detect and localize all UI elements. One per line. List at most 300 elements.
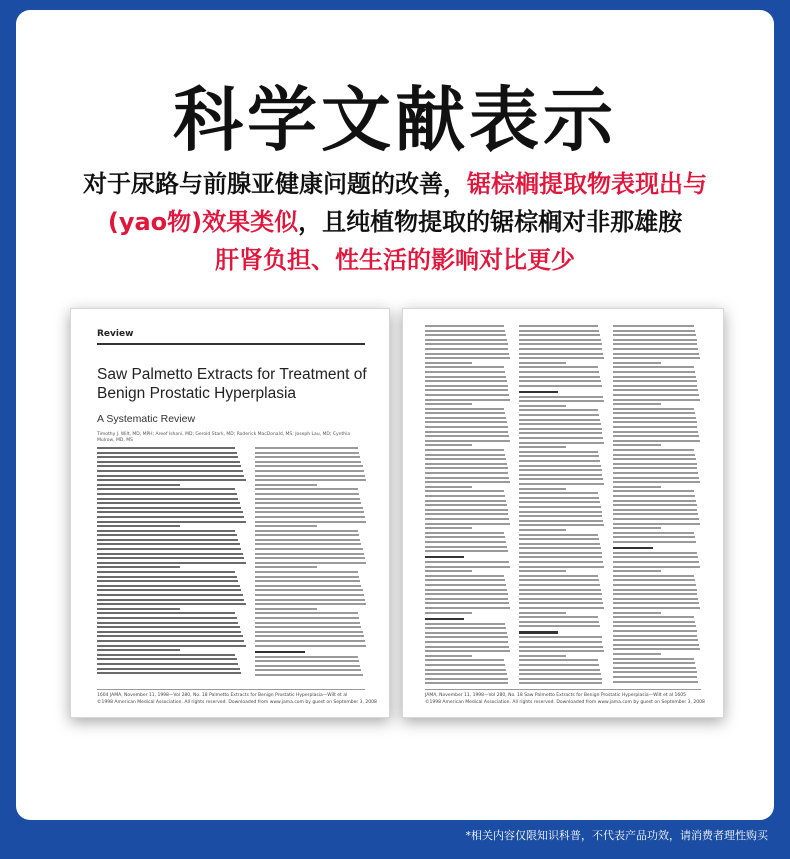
- text-line: [255, 612, 358, 614]
- text-line: [519, 432, 602, 434]
- text-line: [613, 440, 700, 442]
- text-line: [519, 348, 602, 350]
- text-line: [425, 417, 506, 419]
- text-line: [425, 440, 510, 442]
- text-line: [613, 467, 697, 469]
- text-line: [613, 334, 696, 336]
- text-line: [425, 646, 509, 648]
- text-line: [613, 602, 699, 604]
- text-line: [613, 607, 700, 609]
- text-line: [613, 644, 699, 646]
- text-line: [613, 343, 697, 345]
- text-line: [613, 412, 695, 414]
- text-line: [613, 556, 698, 558]
- text-line: [425, 362, 472, 364]
- disclaimer-note: *相关内容仅限知识科普，不代表产品功效，请消费者理性购买: [465, 829, 768, 842]
- text-line: [613, 681, 698, 683]
- text-line: [425, 481, 510, 483]
- text-line: [425, 669, 506, 671]
- text-line: [425, 550, 508, 552]
- text-line: [519, 534, 598, 536]
- text-line: [613, 541, 696, 543]
- text-line: [425, 612, 472, 614]
- source-citation: *文献资料出自《美国医学会杂志》1938年11月11日第280卷第18期: [125, 774, 665, 794]
- page-title: 科学文献表示: [173, 79, 617, 161]
- text-line: [613, 348, 698, 350]
- text-line: [97, 511, 243, 513]
- text-line: [519, 589, 601, 591]
- text-line: [613, 477, 699, 479]
- paper-subtitle: A Systematic Review: [97, 413, 196, 425]
- text-line: [97, 461, 240, 463]
- text-line: [97, 571, 235, 573]
- text-line: [425, 435, 509, 437]
- paper-page-footer: JAMA, November 11, 1998—Vol 280, No. 18 Saw Palmetto Extracts for Benign Prostatic Hyperplasia—Wilt et al 1605: [425, 693, 686, 698]
- text-line: [425, 343, 508, 345]
- paper-column-3: [613, 325, 701, 685]
- text-line: [613, 408, 694, 410]
- text-line: [97, 534, 237, 536]
- text-line: [519, 469, 602, 471]
- text-line: [519, 506, 601, 508]
- text-line: [519, 330, 599, 332]
- text-line: [519, 625, 600, 627]
- text-line: [255, 562, 366, 564]
- text-line: [255, 640, 365, 642]
- claim-line-3: [0, 244, 790, 276]
- text-line: [519, 575, 598, 577]
- text-line: [97, 585, 240, 587]
- text-line: [425, 472, 508, 474]
- text-line: [519, 483, 604, 485]
- text-line: [425, 454, 505, 456]
- text-line: [519, 664, 599, 666]
- text-line: [255, 617, 359, 619]
- text-line: [519, 371, 599, 373]
- text-line: [425, 598, 508, 600]
- paper-download-note: ©1998 American Medical Association. All rights reserved. Downloaded from www.jama.com by guest on September 3, 2008: [97, 700, 377, 705]
- text-line: [425, 513, 508, 515]
- text-line: [255, 656, 358, 658]
- text-line: [425, 518, 509, 520]
- text-line: [613, 458, 696, 460]
- text-line: [255, 557, 365, 559]
- text-line: [97, 447, 235, 449]
- text-line: [613, 513, 698, 515]
- text-line: [613, 639, 698, 641]
- text-line: [613, 389, 698, 391]
- text-line: [255, 525, 317, 527]
- text-line: [519, 561, 603, 563]
- text-line: [613, 353, 699, 355]
- text-line: [425, 421, 507, 423]
- text-line: [97, 543, 240, 545]
- text-line: [613, 635, 697, 637]
- text-line: [255, 452, 359, 454]
- text-line: [97, 668, 240, 670]
- text-line: [519, 391, 558, 393]
- text-line: [97, 631, 241, 633]
- text-line: [425, 412, 505, 414]
- text-line: [425, 334, 506, 336]
- text-line: [425, 546, 507, 548]
- text-line: [425, 426, 508, 428]
- text-line: [425, 664, 505, 666]
- text-line: [425, 371, 505, 373]
- text-line: [425, 490, 504, 492]
- text-line: [613, 371, 695, 373]
- text-line: [97, 566, 180, 568]
- text-line: [425, 632, 507, 634]
- text-line: [97, 465, 241, 467]
- text-line: [255, 553, 364, 555]
- text-line: [613, 481, 700, 483]
- text-line: [425, 570, 472, 572]
- text-line: [97, 456, 238, 458]
- text-line: [255, 488, 358, 490]
- text-line: [613, 426, 697, 428]
- text-line: [519, 396, 603, 398]
- text-line: [97, 649, 180, 651]
- text-line: [613, 421, 697, 423]
- text-line: [519, 455, 599, 457]
- text-line: [425, 389, 508, 391]
- text-line: [97, 470, 243, 472]
- text-line: [519, 552, 602, 554]
- text-line: [613, 486, 661, 488]
- text-line: [519, 380, 601, 382]
- text-line: [255, 479, 366, 481]
- text-line: [613, 417, 696, 419]
- claim-line-1-red: 锯棕榈提取物表现出与: [467, 170, 707, 198]
- text-line: [255, 461, 361, 463]
- text-line: [519, 385, 602, 387]
- text-line: [519, 437, 603, 439]
- text-line: [255, 665, 360, 667]
- text-line: [425, 399, 510, 401]
- text-line: [97, 580, 238, 582]
- text-line: [97, 576, 237, 578]
- text-line: [519, 515, 602, 517]
- text-line: [613, 495, 695, 497]
- text-line: [425, 376, 506, 378]
- text-line: [519, 478, 603, 480]
- text-line: [255, 576, 359, 578]
- text-line: [425, 627, 506, 629]
- text-line: [613, 399, 700, 401]
- text-line: [97, 654, 235, 656]
- text-line: [613, 357, 700, 359]
- text-line: [519, 556, 602, 558]
- text-line: [255, 580, 360, 582]
- text-line: [425, 536, 505, 538]
- text-line: [255, 493, 359, 495]
- text-line: [519, 325, 598, 327]
- text-line: [255, 585, 361, 587]
- text-line: [613, 509, 697, 511]
- text-line: [613, 444, 661, 446]
- text-line: [425, 486, 472, 488]
- text-line: [255, 594, 364, 596]
- text-line: [425, 394, 509, 396]
- text-line: [519, 650, 604, 652]
- text-line: [613, 612, 661, 614]
- text-line: [613, 454, 695, 456]
- text-line: [613, 532, 694, 534]
- text-line: [519, 460, 600, 462]
- text-line: [97, 663, 238, 665]
- text-line: [255, 516, 365, 518]
- text-line: [519, 678, 602, 680]
- text-line: [97, 548, 241, 550]
- text-line: [519, 641, 602, 643]
- claim-line-3-red: 肝肾负担、性生活的影响对比更少: [215, 246, 575, 274]
- text-line: [255, 626, 361, 628]
- text-line: [613, 653, 661, 655]
- text-line: [519, 579, 599, 581]
- text-line: [519, 423, 601, 425]
- text-line: [519, 409, 598, 411]
- text-line: [255, 589, 363, 591]
- text-line: [613, 593, 697, 595]
- text-line: [613, 380, 697, 382]
- text-line: [425, 339, 507, 341]
- text-line: [255, 456, 360, 458]
- text-line: [97, 452, 237, 454]
- text-line: [97, 658, 237, 660]
- text-line: [255, 534, 359, 536]
- text-line: [613, 435, 699, 437]
- text-line: [425, 618, 464, 620]
- text-line: [613, 658, 694, 660]
- text-line: [255, 507, 363, 509]
- text-line: [97, 672, 241, 674]
- paper-page-2: [402, 308, 724, 718]
- text-line: [255, 622, 360, 624]
- text-line: [425, 357, 510, 359]
- text-line: [519, 612, 566, 614]
- text-line: [519, 520, 603, 522]
- text-line: [613, 616, 694, 618]
- text-line: [97, 530, 235, 532]
- text-line: [613, 552, 697, 554]
- text-line: [255, 571, 358, 573]
- text-line: [519, 492, 598, 494]
- text-line: [425, 556, 464, 558]
- text-line: [425, 353, 509, 355]
- text-line: [613, 570, 661, 572]
- text-line: [97, 622, 238, 624]
- text-line: [519, 524, 604, 526]
- text-line: [519, 511, 602, 513]
- text-line: [425, 509, 508, 511]
- text-line: [613, 630, 697, 632]
- text-line: [255, 484, 317, 486]
- text-line: [613, 621, 695, 623]
- text-line: [97, 635, 243, 637]
- text-line: [519, 636, 602, 638]
- text-line: [519, 357, 604, 359]
- text-line: [613, 403, 661, 405]
- text-line: [613, 500, 696, 502]
- text-line: [255, 511, 364, 513]
- text-line: [425, 575, 504, 577]
- text-line: [255, 530, 358, 532]
- text-line: [613, 676, 697, 678]
- text-line: [613, 362, 661, 364]
- text-line: [613, 385, 697, 387]
- text-line: [613, 376, 696, 378]
- text-line: [425, 602, 509, 604]
- text-line: [97, 557, 244, 559]
- paper-footer-rule: [425, 689, 701, 690]
- text-line: [255, 543, 361, 545]
- text-line: [425, 579, 505, 581]
- text-line: [97, 521, 246, 523]
- claim-line-1: [0, 168, 790, 200]
- text-line: [519, 631, 558, 633]
- text-line: [425, 366, 504, 368]
- text-line: [425, 330, 505, 332]
- text-line: [425, 623, 505, 625]
- text-line: [613, 325, 694, 327]
- text-line: [425, 561, 509, 563]
- text-line: [613, 667, 696, 669]
- text-line: [613, 504, 697, 506]
- text-line: [519, 655, 566, 657]
- text-line: [255, 470, 364, 472]
- text-line: [519, 446, 566, 448]
- text-line: [97, 617, 237, 619]
- text-line: [425, 348, 508, 350]
- text-line: [519, 598, 602, 600]
- paper-body-column: [255, 447, 367, 678]
- text-line: [425, 541, 506, 543]
- text-line: [519, 442, 604, 444]
- text-line: [519, 414, 599, 416]
- text-line: [519, 673, 601, 675]
- text-line: [425, 463, 507, 465]
- text-line: [519, 339, 601, 341]
- text-line: [519, 353, 603, 355]
- text-line: [519, 400, 604, 402]
- text-line: [97, 562, 246, 564]
- text-line: [613, 662, 695, 664]
- text-line: [255, 660, 359, 662]
- text-line: [519, 669, 600, 671]
- text-line: [519, 334, 600, 336]
- text-line: [519, 428, 602, 430]
- text-line: [97, 498, 238, 500]
- text-line: [97, 589, 241, 591]
- text-line: [425, 527, 472, 529]
- text-line: [425, 593, 508, 595]
- text-line: [97, 516, 244, 518]
- text-line: [613, 330, 695, 332]
- text-line: [425, 458, 506, 460]
- text-line: [425, 659, 504, 661]
- text-line: [97, 640, 244, 642]
- text-line: [255, 674, 363, 676]
- text-line: [519, 474, 602, 476]
- text-line: [519, 497, 599, 499]
- text-line: [255, 475, 365, 477]
- claim-line-2: [0, 206, 790, 238]
- text-line: [255, 651, 305, 653]
- text-line: [425, 607, 510, 609]
- text-line: [97, 626, 240, 628]
- text-line: [613, 431, 698, 433]
- text-line: [519, 529, 566, 531]
- text-line: [97, 539, 238, 541]
- text-line: [519, 646, 603, 648]
- text-line: [255, 645, 366, 647]
- text-line: [613, 366, 694, 368]
- text-line: [97, 599, 244, 601]
- text-line: [255, 498, 360, 500]
- text-line: [97, 475, 244, 477]
- text-line: [425, 504, 507, 506]
- paper-header-rule: [97, 343, 365, 345]
- text-line: [425, 385, 508, 387]
- text-line: [519, 343, 602, 345]
- text-line: [255, 603, 366, 605]
- text-line: [255, 631, 363, 633]
- text-line: [519, 501, 600, 503]
- text-line: [425, 431, 508, 433]
- text-line: [519, 659, 598, 661]
- paper-download-note: ©1998 American Medical Association. All rights reserved. Downloaded from www.jama.com by guest on September 3, 2008: [425, 700, 705, 705]
- text-line: [255, 608, 317, 610]
- paper-title: Saw Palmetto Extracts for Treatment of Benign Prostatic Hyperplasia: [97, 366, 367, 402]
- text-line: [613, 394, 699, 396]
- text-line: [97, 502, 240, 504]
- text-line: [613, 566, 700, 568]
- text-line: [97, 525, 180, 527]
- text-line: [519, 602, 603, 604]
- text-line: [519, 465, 601, 467]
- claim-line-2-red: (yao物)效果类似: [107, 208, 299, 236]
- text-line: [255, 599, 365, 601]
- text-line: [255, 635, 364, 637]
- text-line: [425, 678, 508, 680]
- text-line: [519, 543, 600, 545]
- text-line: [425, 589, 507, 591]
- text-line: [255, 669, 361, 671]
- text-line: [425, 655, 472, 657]
- text-line: [425, 636, 508, 638]
- text-line: [425, 408, 504, 410]
- text-line: [519, 607, 604, 609]
- text-line: [519, 366, 598, 368]
- text-line: [425, 532, 504, 534]
- text-line: [519, 621, 599, 623]
- text-line: [425, 682, 508, 684]
- text-line: [519, 538, 599, 540]
- text-line: [425, 467, 508, 469]
- text-line: [97, 484, 180, 486]
- paper-page-1: [70, 308, 390, 718]
- paper-abstract-text: [97, 447, 247, 675]
- text-line: [255, 566, 317, 568]
- text-line: [519, 682, 602, 684]
- text-line: [613, 625, 696, 627]
- text-line: [255, 548, 363, 550]
- text-line: [613, 472, 698, 474]
- text-line: [97, 553, 243, 555]
- text-line: [519, 616, 598, 618]
- text-line: [255, 447, 358, 449]
